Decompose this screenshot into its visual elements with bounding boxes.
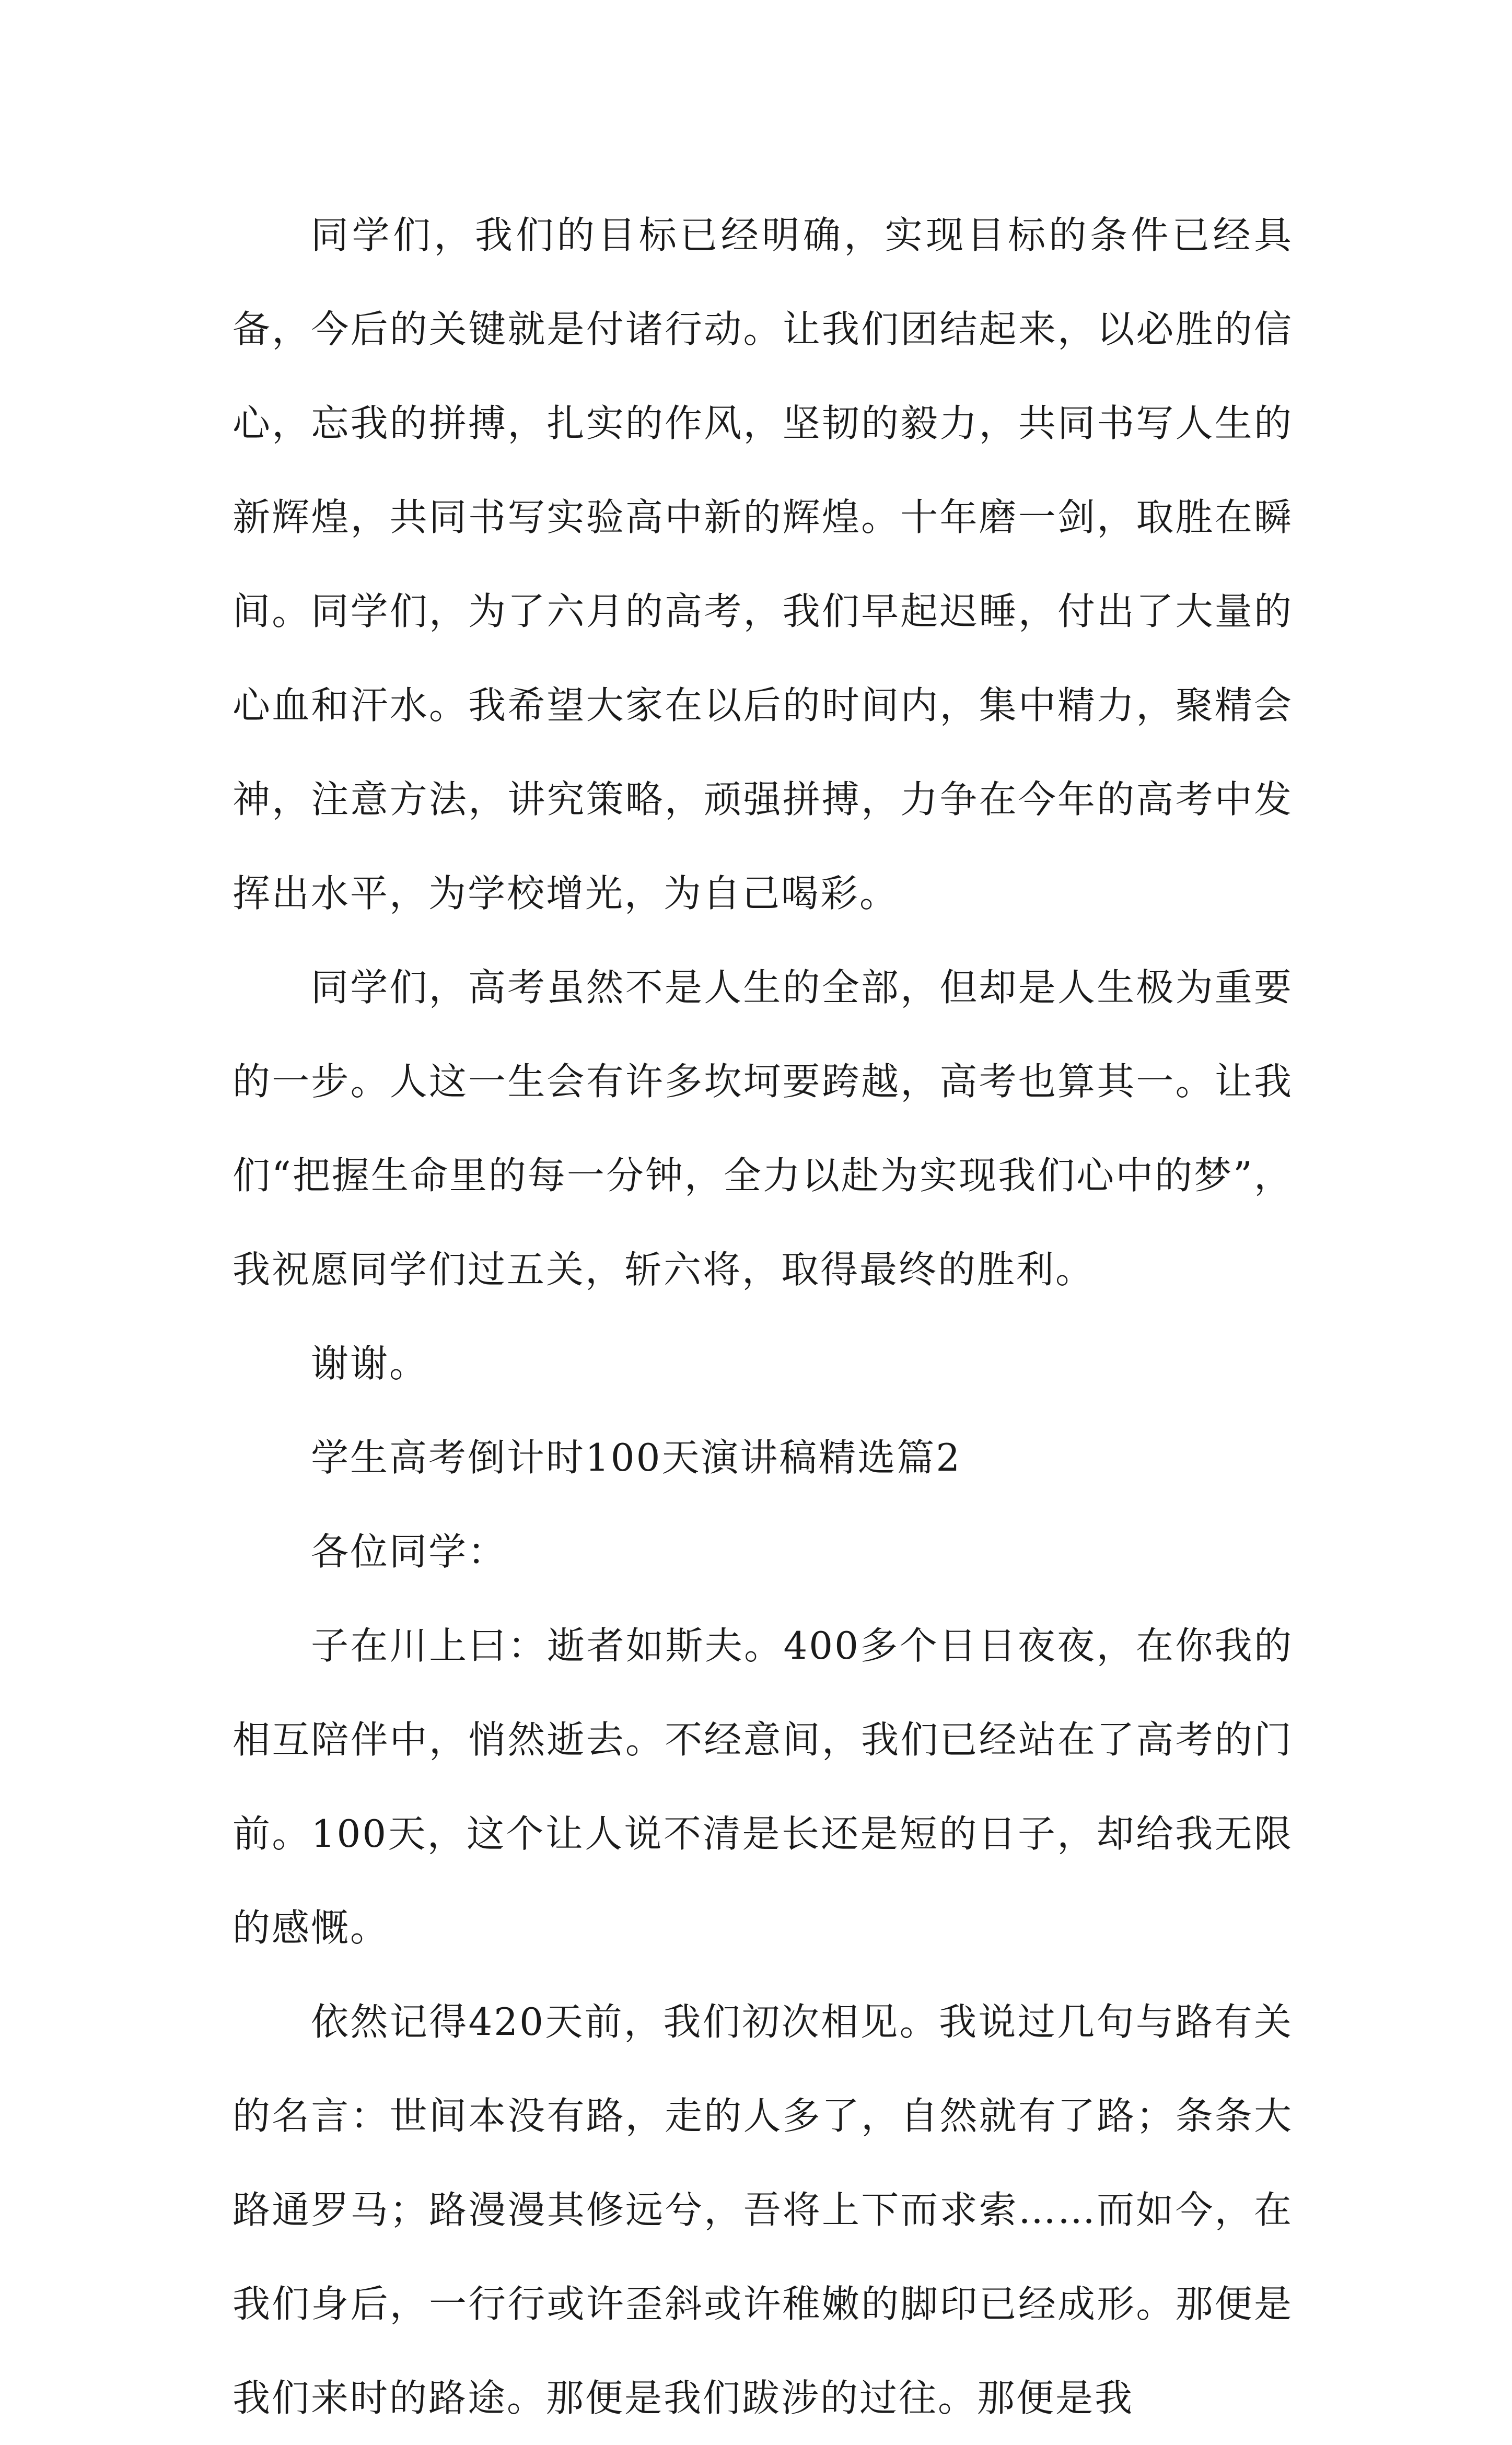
paragraph-thanks: 谢谢。: [311, 1342, 429, 1386]
document-body: [232, 188, 1293, 2445]
paragraph-closing-call: 同学们，我们的目标已经明确，实现目标的条件已经具备，今后的关键就是付诸行动。让我们团结起来，以必胜的信心，忘我的拼搏，扎实的作风，坚韧的毅力，共同书写人生的新辉煌，共同书写实验高中新的辉煌。十年磨一剑，取胜在瞬间。同学们，为了六月的高考，我们早起迟睡，付出了大量的心血和汗水。我希望大家在以后的时间内，集中精力，聚精会神，注意方法，讲究策略，顽强拼搏，力争在今年的高考中发挥出水平，为学校增光，为自己喝彩。: [232, 213, 1293, 915]
salutation: 各位同学：: [311, 1530, 507, 1574]
paragraph-time-passing: 子在川上曰：逝者如斯夫。400多个日日夜夜，在你我的相互陪伴中，悄然逝去。不经意间，我们已经站在了高考的门前。100天，这个让人说不清是长还是短的日子，却给我无限的感慨。: [232, 1624, 1293, 1950]
paragraph-first-meeting: 依然记得420天前，我们初次相见。我说过几句与路有关的名言：世间本没有路，走的人多了，自然就有了路；条条大路通罗马；路漫漫其修远兮，吾将上下而求索……而如今，在我们身后，一行行或许歪斜或许稚嫩的脚印已经成形。那便是我们来时的路途。那便是我们跋涉的过往。那便是我: [232, 2000, 1293, 2420]
paragraph-gaokao-importance: 同学们，高考虽然不是人生的全部，但却是人生极为重要的一步。人这一生会有许多坎坷要跨越，高考也算其一。让我们“把握生命里的每一分钟，全力以赴为实现我们心中的梦”，我祝愿同学们过五关，斩六将，取得最终的胜利。: [232, 965, 1293, 1291]
section-heading: 学生高考倒计时100天演讲稿精选篇2: [311, 1436, 962, 1480]
